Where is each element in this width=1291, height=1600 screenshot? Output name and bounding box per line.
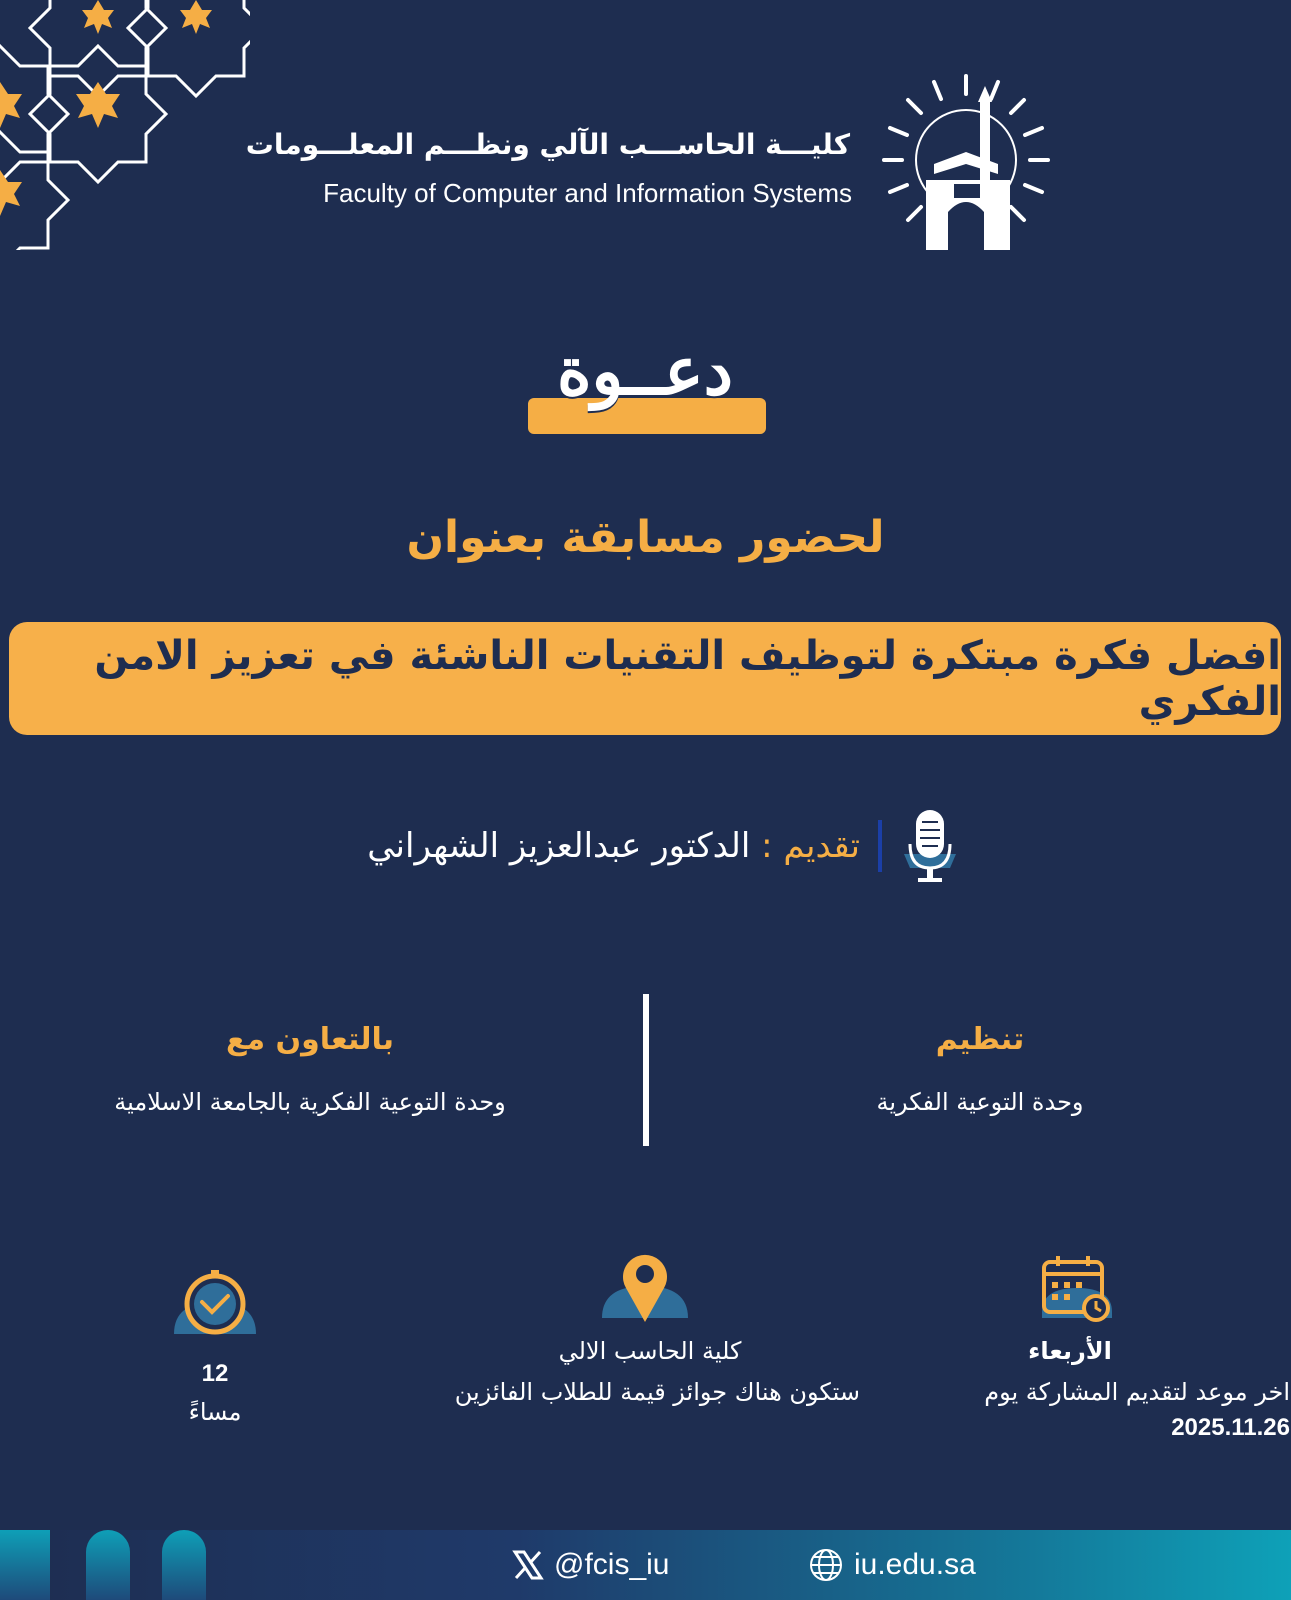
presenter-row (300, 806, 960, 886)
website-url: iu.edu.sa (854, 1548, 976, 1581)
x-logo-icon (512, 1549, 544, 1581)
faculty-name-english: Faculty of Computer and Information Systems (323, 178, 852, 208)
faculty-name-arabic: كليـــة الحاســـب الآلي ونظـــم المعلـــومات (245, 128, 850, 161)
organize-value: وحدة التوعية الفكرية (876, 1088, 1084, 1116)
globe-icon (808, 1547, 844, 1583)
university-logo (872, 72, 1060, 260)
organizers-divider (643, 994, 649, 1146)
footer-decor-stripe (162, 1530, 206, 1600)
geometric-star-pattern (0, 0, 250, 250)
clock-icon (172, 1270, 258, 1338)
location-pin-icon (600, 1252, 690, 1324)
prizes-note: ستكون هناك جوائز قيمة للطلاب الفائزين (454, 1378, 860, 1406)
footer-decor-stripe (0, 1530, 50, 1600)
calendar-clock-icon (1040, 1252, 1114, 1326)
presenter-divider (878, 820, 882, 872)
footer-decor-stripe (86, 1530, 130, 1600)
collaboration-label: بالتعاون مع (225, 1022, 394, 1057)
invitation-calligraphy: دعــوة (556, 332, 734, 410)
microphone-icon (900, 806, 960, 886)
website-link[interactable] (808, 1545, 976, 1585)
x-account-link[interactable] (512, 1545, 670, 1585)
presenter-label: تقديم (783, 826, 860, 866)
deadline-date: 2025.11.26 (1171, 1414, 1290, 1441)
competition-title-banner (9, 622, 1281, 735)
presenter-colon: : (750, 826, 784, 866)
event-day: الأربعاء (1028, 1337, 1112, 1365)
event-time: 12 (201, 1360, 229, 1387)
organize-label: تنظيم (935, 1022, 1025, 1057)
presenter-name: الدكتور عبدالعزيز الشهراني (367, 826, 751, 866)
event-time-period: مساءً (188, 1398, 242, 1426)
event-location: كلية الحاسب الالي (558, 1337, 742, 1365)
x-handle: @fcis_iu (554, 1548, 670, 1581)
competition-subtitle: لحضور مسابقة بعنوان (406, 512, 885, 563)
competition-title: افضل فكرة مبتكرة لتوظيف التقنيات الناشئة في تعزيز الامن الفكري (94, 632, 1281, 725)
collaboration-value: وحدة التوعية الفكرية بالجامعة الاسلامية (114, 1088, 506, 1116)
deadline-text: اخر موعد لتقديم المشاركة يوم (984, 1378, 1290, 1406)
presenter-text (367, 826, 860, 866)
